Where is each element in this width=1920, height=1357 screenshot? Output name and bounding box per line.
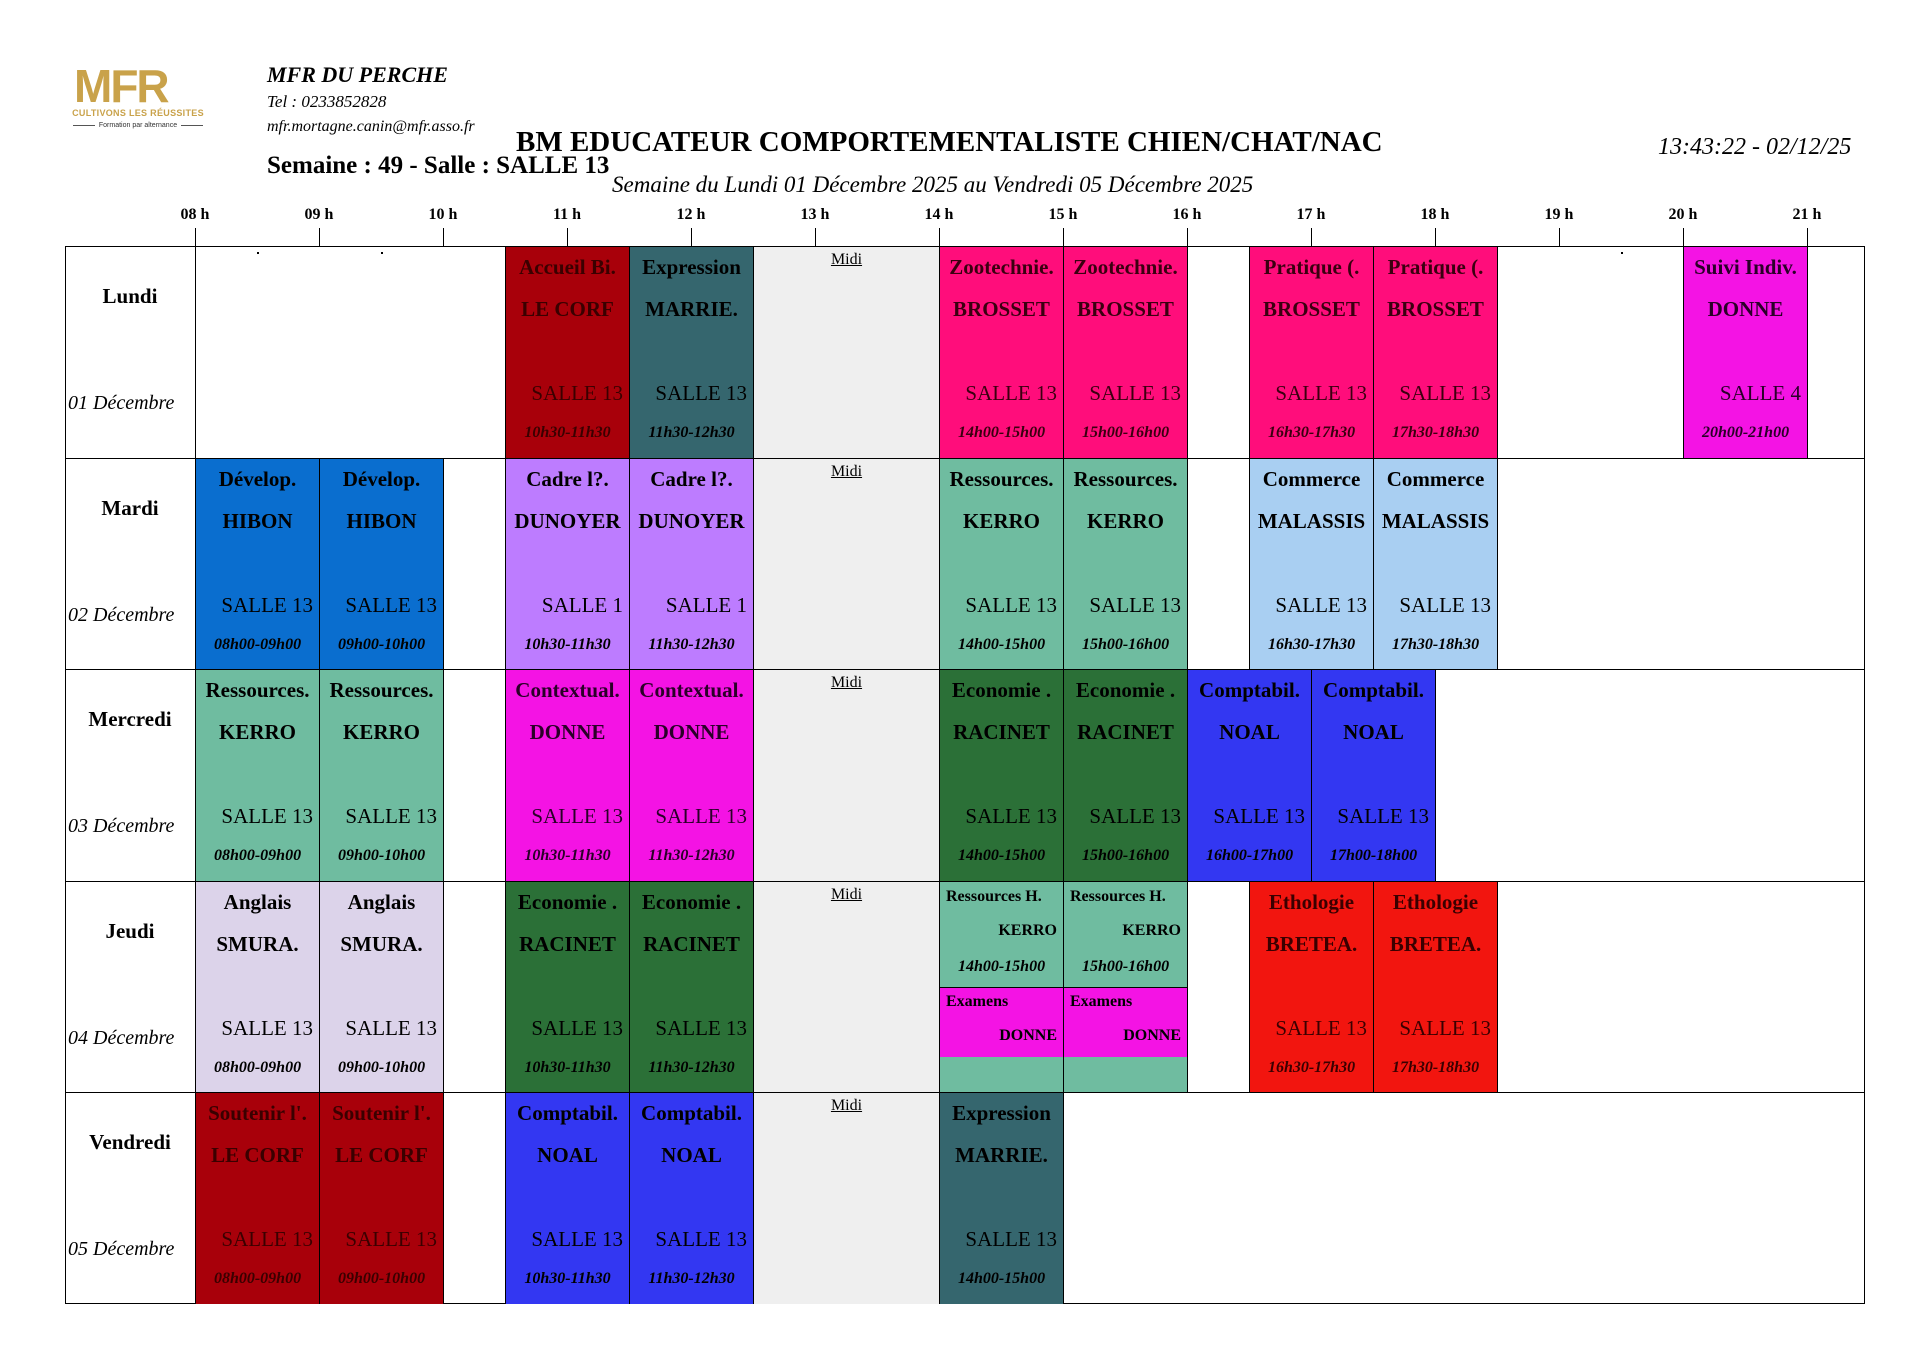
course-time: 10h30-11h30 <box>524 847 611 865</box>
course-subject: Ressources. <box>949 466 1054 491</box>
split-course-cell <box>939 882 1064 987</box>
course-subject: Contextual. <box>639 678 744 703</box>
course-room: SALLE 13 <box>1275 1015 1367 1040</box>
day-date: 01 Décembre <box>68 392 175 414</box>
course-time: 14h00-15h00 <box>957 1270 1046 1288</box>
course-time: 14h00-15h00 <box>957 847 1046 865</box>
course-room: SALLE 13 <box>345 592 437 617</box>
course-cell <box>319 882 444 1093</box>
course-room: SALLE 13 <box>221 1015 313 1040</box>
course-cell <box>939 247 1064 458</box>
course-room: SALLE 13 <box>531 804 623 829</box>
hour-label: 10 h <box>428 206 458 223</box>
course-teacher: LE CORF <box>521 297 614 321</box>
course-cell <box>195 882 320 1093</box>
course-teacher: NOAL <box>661 1143 722 1168</box>
course-time: 16h30-17h30 <box>1267 635 1356 653</box>
course-time: 10h30-11h30 <box>524 1058 611 1076</box>
hour-tick <box>1063 228 1064 246</box>
hour-label: 18 h <box>1420 206 1450 223</box>
course-time: 16h30-17h30 <box>1267 424 1356 441</box>
course-cell <box>195 459 320 670</box>
course-cell <box>1373 459 1498 670</box>
mfr-logo <box>62 62 222 140</box>
course-subject: Soutenir l'. <box>332 1101 431 1126</box>
course-teacher: BROSSET <box>953 297 1050 321</box>
hour-label: 19 h <box>1544 206 1574 223</box>
course-time: 11h30-12h30 <box>648 1270 735 1288</box>
course-room: SALLE 13 <box>655 381 747 405</box>
course-room: SALLE 13 <box>345 1227 437 1252</box>
course-time: 08h00-09h00 <box>213 635 302 653</box>
midi-break <box>753 670 940 881</box>
course-room: SALLE 1 <box>541 592 623 617</box>
course-subject: Expression <box>642 255 741 279</box>
course-cell <box>195 670 320 881</box>
course-teacher: DUNOYER <box>514 508 621 533</box>
course-subject: Expression <box>952 1101 1051 1126</box>
course-teacher: KERRO <box>1122 921 1181 939</box>
course-cell <box>195 1093 320 1304</box>
course-teacher: MALASSIS <box>1381 508 1490 533</box>
course-time: 14h00-15h00 <box>957 424 1046 441</box>
course-subject: Anglais <box>223 889 292 914</box>
course-teacher: KERRO <box>962 508 1040 533</box>
course-teacher: KERRO <box>218 720 296 745</box>
day-name: Mercredi <box>88 707 172 732</box>
course-time: 16h00-17h00 <box>1205 847 1294 865</box>
course-subject: Economie . <box>1075 678 1176 703</box>
day-date: 05 Décembre <box>68 1238 175 1261</box>
course-room: SALLE 13 <box>1399 592 1491 617</box>
midi-label: Midi <box>830 674 863 692</box>
course-cell <box>629 882 754 1093</box>
course-teacher: HIBON <box>222 508 293 533</box>
course-teacher: DONNE <box>529 720 606 745</box>
course-subject: Anglais <box>347 889 416 914</box>
course-room: SALLE 13 <box>1213 804 1305 829</box>
course-subject: Commerce <box>1262 466 1361 491</box>
course-time: 09h00-10h00 <box>337 1058 426 1076</box>
hour-label: 13 h <box>800 206 830 223</box>
course-time: 17h30-18h30 <box>1391 635 1480 653</box>
course-room: SALLE 13 <box>655 804 747 829</box>
hour-tick <box>691 228 692 246</box>
course-teacher: NOAL <box>1343 720 1404 745</box>
course-teacher: BROSSET <box>1387 297 1484 321</box>
course-subject: Cadre l?. <box>650 466 733 491</box>
hour-label: 11 h <box>552 206 582 223</box>
course-time: 15h00-16h00 <box>1081 847 1170 865</box>
course-time: 14h00-15h00 <box>957 635 1046 653</box>
course-subject: Zootechnie. <box>1073 255 1178 279</box>
course-teacher: MALASSIS <box>1257 508 1366 533</box>
course-teacher: KERRO <box>1086 508 1164 533</box>
grid-dot <box>1621 252 1623 254</box>
midi-break <box>753 247 940 458</box>
school-name: MFR DU PERCHE <box>267 62 448 87</box>
course-room: SALLE 13 <box>531 1227 623 1252</box>
course-subject: Economie . <box>951 678 1052 703</box>
page-title: BM EDUCATEUR COMPORTEMENTALISTE CHIEN/CHAT/NAC <box>516 126 1383 158</box>
grid-dot <box>381 252 383 254</box>
course-teacher: DONNE <box>1123 1027 1181 1045</box>
split-course-cell <box>1063 882 1188 987</box>
course-subject: Dévelop. <box>218 466 297 491</box>
course-teacher: KERRO <box>998 921 1057 939</box>
course-room: SALLE 13 <box>655 1015 747 1040</box>
course-cell <box>319 459 444 670</box>
course-teacher: NOAL <box>537 1143 598 1168</box>
day-name: Jeudi <box>105 918 155 943</box>
course-teacher: BROSSET <box>1077 297 1174 321</box>
day-name: Lundi <box>102 284 158 308</box>
hour-tick <box>1435 228 1436 246</box>
week-room-label: Semaine : 49 - Salle : SALLE 13 <box>267 152 610 179</box>
course-time: 08h00-09h00 <box>213 1270 302 1288</box>
school-email: mfr.mortagne.canin@mfr.asso.fr <box>267 118 475 135</box>
day-name: Vendredi <box>89 1130 171 1155</box>
day-date: 02 Décembre <box>68 603 175 626</box>
course-room: SALLE 13 <box>345 1015 437 1040</box>
course-teacher: HIBON <box>346 508 417 533</box>
grid-dot <box>257 252 259 254</box>
course-time: 16h30-17h30 <box>1267 1058 1356 1076</box>
course-subject: Contextual. <box>515 678 620 703</box>
course-time: 09h00-10h00 <box>337 635 426 653</box>
course-teacher: BRETEA. <box>1265 931 1358 956</box>
midi-break <box>753 882 940 1093</box>
course-teacher: BRETEA. <box>1389 931 1482 956</box>
course-teacher: RACINET <box>643 931 740 956</box>
course-room: SALLE 13 <box>1089 592 1181 617</box>
course-cell <box>1249 459 1374 670</box>
course-time: 14h00-15h00 <box>957 957 1046 975</box>
course-subject: Economie . <box>641 889 742 914</box>
course-cell <box>1311 670 1436 881</box>
course-teacher: NOAL <box>1219 720 1280 745</box>
course-room: SALLE 13 <box>965 1227 1057 1252</box>
course-time: 11h30-12h30 <box>648 635 735 653</box>
course-cell <box>1249 247 1374 458</box>
course-time: 08h00-09h00 <box>213 847 302 865</box>
course-cell <box>629 670 754 881</box>
split-course-cell <box>1063 987 1188 1092</box>
course-time: 11h30-12h30 <box>648 847 735 865</box>
hour-label: 17 h <box>1296 206 1326 223</box>
hour-tick <box>567 228 568 246</box>
day-date: 04 Décembre <box>68 1026 175 1049</box>
midi-break <box>753 459 940 670</box>
course-teacher: MARRIE. <box>645 297 738 321</box>
course-subject: Commerce <box>1386 466 1485 491</box>
course-subject: Ressources. <box>205 678 310 703</box>
school-phone: Tel : 0233852828 <box>267 92 387 111</box>
midi-break <box>753 1093 940 1304</box>
split-footer <box>1064 1057 1187 1092</box>
course-subject: Ressources H. <box>946 887 1042 905</box>
course-time: 15h00-16h00 <box>1081 424 1170 441</box>
course-room: SALLE 13 <box>965 592 1057 617</box>
course-time: 10h30-11h30 <box>524 635 611 653</box>
course-room: SALLE 13 <box>221 804 313 829</box>
course-subject: Suivi Indiv. <box>1694 255 1797 279</box>
course-teacher: BROSSET <box>1263 297 1360 321</box>
logo-subtitle: Formation par alternance <box>62 122 214 129</box>
course-time: 08h00-09h00 <box>213 1058 302 1076</box>
course-subject: Comptabil. <box>1199 678 1300 703</box>
course-cell <box>1063 670 1188 881</box>
hour-tick <box>1683 228 1684 246</box>
course-subject: Pratique (. <box>1263 255 1360 279</box>
course-cell <box>939 1093 1064 1304</box>
course-time: 17h30-18h30 <box>1391 424 1480 441</box>
course-subject: Pratique (. <box>1387 255 1484 279</box>
course-subject: Dévelop. <box>342 466 421 491</box>
course-time: 10h30-11h30 <box>524 424 611 441</box>
split-divider <box>1064 987 1187 988</box>
hour-tick <box>1559 228 1560 246</box>
hour-label: 08 h <box>180 206 210 223</box>
course-cell <box>629 459 754 670</box>
split-divider <box>940 987 1063 988</box>
course-subject: Ethologie <box>1392 889 1479 914</box>
print-timestamp: 13:43:22 - 02/12/25 <box>1658 134 1852 160</box>
course-room: SALLE 13 <box>1089 804 1181 829</box>
midi-label: Midi <box>830 251 863 268</box>
course-cell <box>1683 247 1808 458</box>
course-time: 11h30-12h30 <box>648 1058 735 1076</box>
course-room: SALLE 13 <box>531 1015 623 1040</box>
course-room: SALLE 13 <box>1275 381 1367 405</box>
course-teacher: RACINET <box>1077 720 1174 745</box>
course-cell <box>629 247 754 458</box>
course-time: 09h00-10h00 <box>337 847 426 865</box>
course-room: SALLE 13 <box>965 804 1057 829</box>
hour-tick <box>319 228 320 246</box>
course-teacher: LE CORF <box>211 1143 304 1168</box>
course-subject: Zootechnie. <box>949 255 1054 279</box>
hour-label: 15 h <box>1048 206 1078 223</box>
course-subject: Comptabil. <box>1323 678 1424 703</box>
date-range: Semaine du Lundi 01 Décembre 2025 au Vendredi 05 Décembre 2025 <box>612 172 1254 197</box>
course-cell <box>505 459 630 670</box>
course-teacher: KERRO <box>342 720 420 745</box>
course-room: SALLE 13 <box>1275 592 1367 617</box>
course-room: SALLE 13 <box>965 381 1057 405</box>
course-teacher: DONNE <box>1707 297 1784 321</box>
course-cell <box>939 459 1064 670</box>
midi-label: Midi <box>830 885 863 903</box>
course-subject: Ressources. <box>329 678 434 703</box>
course-subject: Comptabil. <box>641 1101 742 1126</box>
course-cell <box>629 1093 754 1304</box>
hour-label: 16 h <box>1172 206 1202 223</box>
course-subject: Soutenir l'. <box>208 1101 307 1126</box>
course-subject: Ethologie <box>1268 889 1355 914</box>
logo-mark: MFR <box>74 60 168 112</box>
hour-tick <box>815 228 816 246</box>
hour-label: 09 h <box>304 206 334 223</box>
course-room: SALLE 13 <box>1337 804 1429 829</box>
hour-tick <box>939 228 940 246</box>
course-room: SALLE 13 <box>655 1227 747 1252</box>
course-room: SALLE 13 <box>221 592 313 617</box>
course-subject: Examens <box>946 993 1009 1011</box>
course-cell <box>505 1093 630 1304</box>
hour-label: 12 h <box>676 206 706 223</box>
course-room: SALLE 13 <box>1089 381 1181 405</box>
course-cell <box>1373 882 1498 1093</box>
course-teacher: RACINET <box>519 931 616 956</box>
course-time: 10h30-11h30 <box>524 1270 611 1288</box>
course-room: SALLE 4 <box>1719 381 1801 405</box>
day-name: Mardi <box>101 495 159 520</box>
midi-label: Midi <box>830 1097 863 1115</box>
split-course-cell <box>939 987 1064 1092</box>
course-subject: Accueil Bi. <box>519 255 616 279</box>
course-subject: Ressources H. <box>1070 887 1166 905</box>
course-teacher: SMURA. <box>340 931 423 956</box>
hour-tick <box>195 228 196 246</box>
course-teacher: MARRIE. <box>955 1143 1048 1168</box>
course-room: SALLE 13 <box>221 1227 313 1252</box>
course-cell <box>939 670 1064 881</box>
course-teacher: DUNOYER <box>638 508 745 533</box>
course-teacher: DONNE <box>999 1027 1057 1045</box>
midi-label: Midi <box>830 462 863 480</box>
logo-tagline: CULTIVONS LES RÉUSSITES <box>72 108 204 118</box>
day-date: 03 Décembre <box>68 815 175 838</box>
course-teacher: DONNE <box>653 720 730 745</box>
course-cell <box>1187 670 1312 881</box>
course-cell <box>505 247 630 458</box>
hour-label: 14 h <box>924 206 954 223</box>
hour-label: 21 h <box>1792 206 1822 223</box>
course-time: 17h00-18h00 <box>1329 847 1418 865</box>
hour-tick <box>1807 228 1808 246</box>
course-subject: Examens <box>1070 993 1133 1011</box>
hour-tick <box>443 228 444 246</box>
hour-tick <box>1311 228 1312 246</box>
course-room: SALLE 13 <box>531 381 623 405</box>
course-room: SALLE 1 <box>665 592 747 617</box>
course-cell <box>319 1093 444 1304</box>
course-cell <box>319 670 444 881</box>
course-subject: Economie . <box>517 889 618 914</box>
course-cell <box>505 882 630 1093</box>
course-subject: Ressources. <box>1073 466 1178 491</box>
course-subject: Comptabil. <box>517 1101 618 1126</box>
hour-label: 20 h <box>1668 206 1698 223</box>
course-teacher: SMURA. <box>216 931 299 956</box>
course-time: 09h00-10h00 <box>337 1270 426 1288</box>
course-teacher: RACINET <box>953 720 1050 745</box>
course-room: SALLE 13 <box>1399 381 1491 405</box>
course-room: SALLE 13 <box>345 804 437 829</box>
course-cell <box>1249 882 1374 1093</box>
course-time: 20h00-21h00 <box>1701 424 1790 441</box>
course-cell <box>1063 247 1188 458</box>
course-cell <box>1063 459 1188 670</box>
course-time: 11h30-12h30 <box>648 424 735 441</box>
split-footer <box>940 1057 1063 1092</box>
course-subject: Cadre l?. <box>526 466 609 491</box>
course-time: 15h00-16h00 <box>1081 957 1170 975</box>
course-time: 17h30-18h30 <box>1391 1058 1480 1076</box>
course-time: 15h00-16h00 <box>1081 635 1170 653</box>
course-teacher: LE CORF <box>335 1143 428 1168</box>
hour-tick <box>1187 228 1188 246</box>
course-room: SALLE 13 <box>1399 1015 1491 1040</box>
course-cell <box>505 670 630 881</box>
course-cell <box>1373 247 1498 458</box>
